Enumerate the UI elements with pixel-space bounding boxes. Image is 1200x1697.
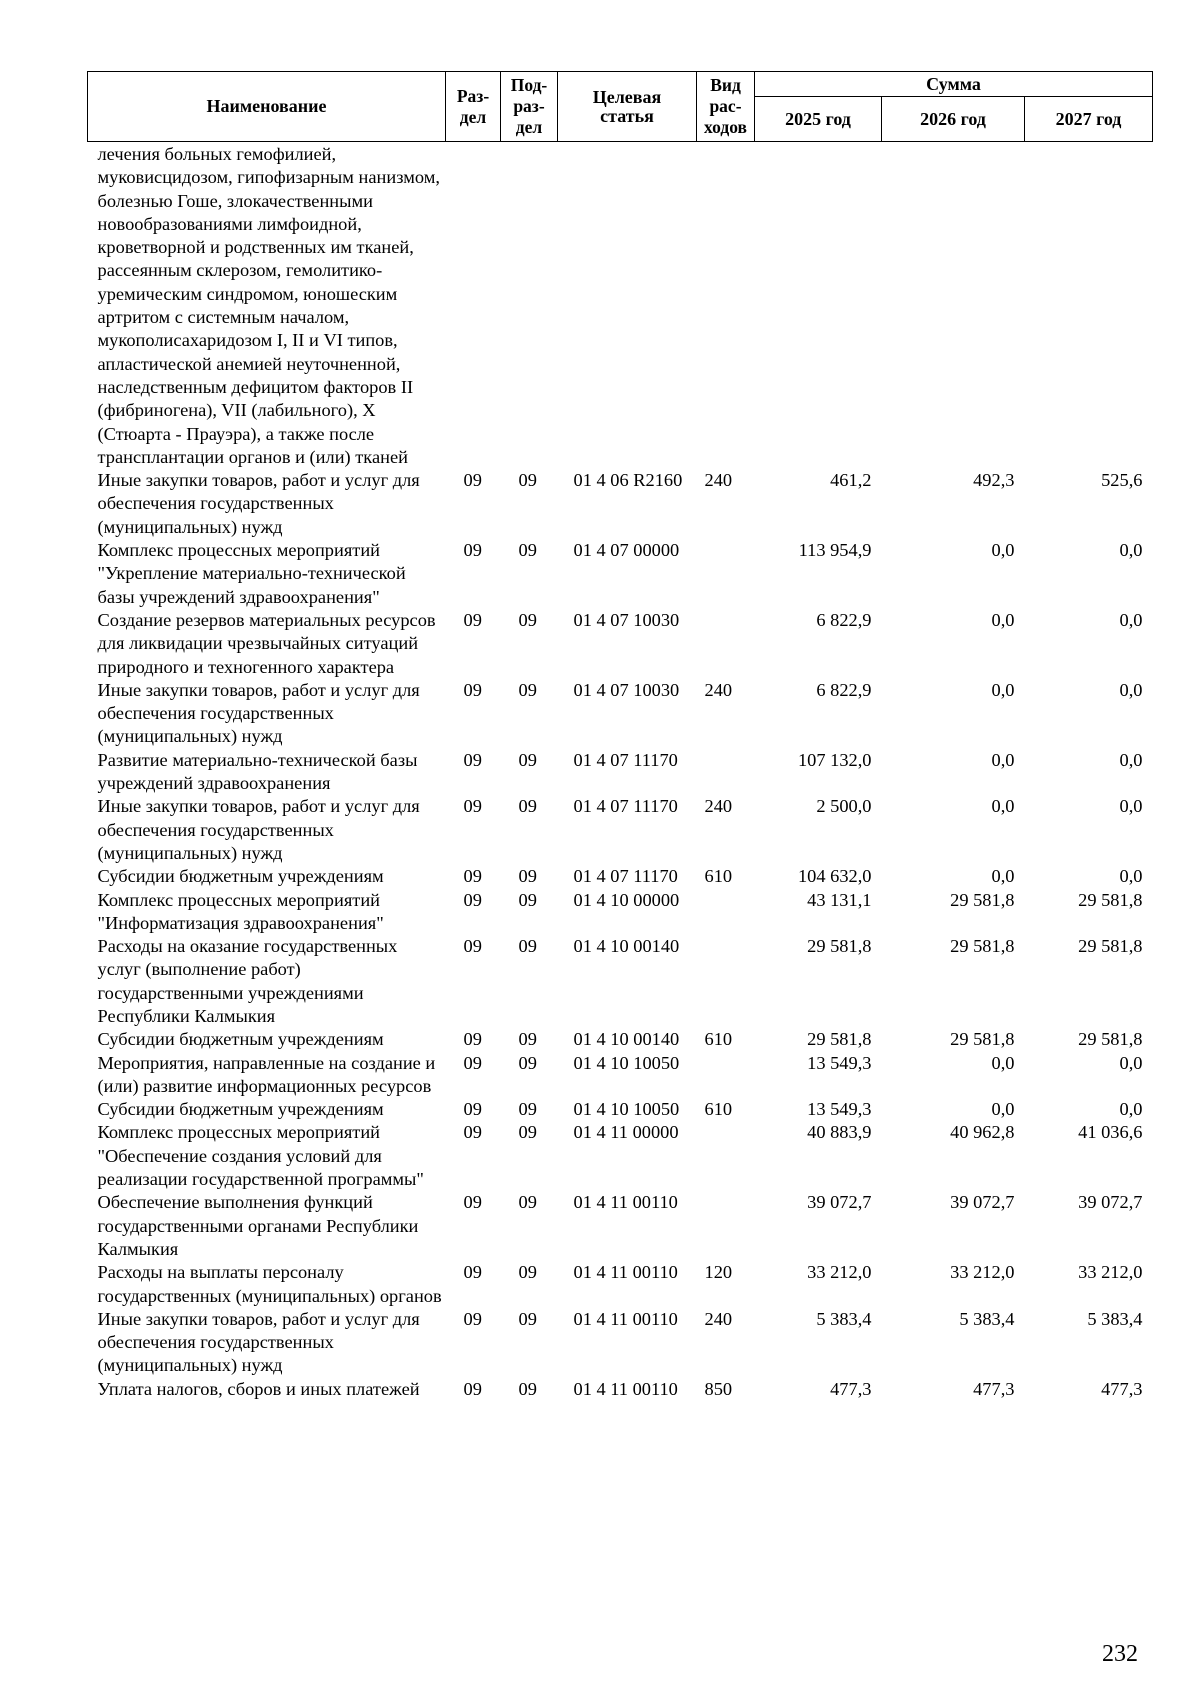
cell-podrazdel: 09 [518,540,537,561]
budget-table [87,71,1153,1401]
cell-vid [697,935,755,1028]
cell-2025: 40 883,9 [807,1122,872,1143]
cell-celevaya: 01 4 10 00000 [573,889,680,910]
cell-name: Иные закупки товаров, работ и услуг для обеспечения государственных (муниципальных) нужд [97,679,420,747]
header-razdel: Раз- дел [446,72,501,142]
cell-2025: 39 072,7 [807,1192,872,1213]
header-name: Наименование [88,72,446,142]
table-row [88,679,1153,749]
cell-2027: 33 212,0 [1078,1262,1143,1283]
cell-name: Уплата налогов, сборов и иных платежей [97,1378,420,1399]
cell-name: Комплекс процессных мероприятий "Укрепление материально-технической базы учреждений здравоохранения" [97,540,406,607]
cell-razdel: 09 [463,1262,482,1283]
cell-vid [697,889,755,936]
cell-2026: 0,0 [991,866,1015,887]
cell-2027: 0,0 [1119,749,1143,770]
cell-razdel: 09 [463,1052,482,1073]
page-number: 232 [1102,1641,1138,1667]
cell-celevaya [558,142,697,470]
cell-celevaya: 01 4 11 00110 [573,1192,678,1213]
cell-2025: 43 131,1 [807,889,872,910]
cell-2027: 0,0 [1119,540,1143,561]
cell-razdel: 09 [463,1378,482,1399]
cell-podrazdel: 09 [518,1122,537,1143]
cell-celevaya: 01 4 10 10050 [573,1099,680,1120]
table-row [88,1378,1153,1401]
cell-name: Развитие материально-технической базы учреждений здравоохранения [97,749,418,794]
cell-2027: 29 581,8 [1078,889,1143,910]
cell-2026: 0,0 [991,1099,1015,1120]
cell-2027: 477,3 [1101,1378,1143,1399]
cell-name: Обеспечение выполнения функций государственными органами Республики Калмыкия [97,1192,419,1259]
cell-razdel: 09 [463,866,482,887]
cell-name: Комплекс процессных мероприятий "Обеспечение создания условий для реализации государственной программы" [97,1122,424,1190]
cell-name: Иные закупки товаров, работ и услуг для обеспечения государственных (муниципальных) нужд [97,796,420,863]
cell-razdel: 09 [463,679,482,700]
table-row [88,1121,1153,1191]
cell-2025: 29 581,8 [807,1029,872,1050]
cell-2026: 0,0 [991,540,1015,561]
cell-name: Субсидии бюджетным учреждениям [97,1029,384,1050]
cell-2026: 29 581,8 [950,889,1015,910]
cell-vid: 120 [704,1262,733,1283]
cell-2025: 6 822,9 [816,679,872,700]
cell-2026: 0,0 [991,796,1015,817]
cell-2025: 113 954,9 [798,540,872,561]
table-row [88,889,1153,936]
cell-2026: 477,3 [973,1378,1015,1399]
cell-2027: 0,0 [1119,796,1143,817]
cell-2027 [1025,142,1153,470]
header-vid: Вид рас- ходов [697,72,755,142]
table-row [88,1028,1153,1051]
cell-name: Расходы на выплаты персоналу государственных (муниципальных) органов [97,1262,442,1306]
table-row [88,865,1153,888]
cell-name: Субсидии бюджетным учреждениям [97,866,384,887]
table-body [88,142,1153,1402]
cell-2025: 5 383,4 [816,1308,872,1329]
cell-2026: 0,0 [991,679,1015,700]
cell-2027: 41 036,6 [1078,1122,1143,1143]
cell-2027: 39 072,7 [1078,1192,1143,1213]
cell-podrazdel: 09 [518,1029,537,1050]
cell-podrazdel: 09 [518,470,537,491]
cell-2027: 29 581,8 [1078,936,1143,957]
cell-2027: 0,0 [1119,609,1143,630]
cell-podrazdel: 09 [518,936,537,957]
cell-vid: 610 [704,866,733,887]
cell-2026: 0,0 [991,1052,1015,1073]
cell-razdel: 09 [463,749,482,770]
header-year-2027: 2027 год [1025,97,1153,142]
cell-2026: 0,0 [991,609,1015,630]
cell-2026: 33 212,0 [950,1262,1015,1283]
cell-2026: 492,3 [973,470,1015,491]
header-summa: Сумма [755,72,1153,97]
table-row [88,1052,1153,1099]
cell-2025: 104 632,0 [797,866,872,887]
cell-celevaya: 01 4 07 00000 [573,540,680,561]
table-row [88,539,1153,609]
cell-2026: 39 072,7 [950,1192,1015,1213]
cell-razdel: 09 [463,1099,482,1120]
cell-vid [697,142,755,470]
cell-podrazdel: 09 [518,1192,537,1213]
cell-name: Создание резервов материальных ресурсов для ликвидации чрезвычайных ситуаций природного и техногенного характера [97,609,436,677]
cell-celevaya: 01 4 07 10030 [573,679,680,700]
cell-2026: 0,0 [991,749,1015,770]
cell-2025: 33 212,0 [807,1262,872,1283]
cell-vid: 610 [704,1099,733,1120]
cell-vid [697,539,755,609]
cell-vid [697,609,755,679]
cell-vid [697,1121,755,1191]
cell-razdel: 09 [463,936,482,957]
header-year-2026: 2026 год [882,97,1025,142]
table-row [88,749,1153,796]
cell-celevaya: 01 4 10 10050 [573,1052,680,1073]
cell-celevaya: 01 4 07 11170 [573,866,678,887]
cell-vid: 240 [704,796,733,817]
cell-celevaya: 01 4 11 00110 [573,1262,678,1283]
cell-vid: 240 [704,679,733,700]
cell-2027: 0,0 [1119,1099,1143,1120]
cell-podrazdel: 09 [518,1262,537,1283]
cell-2025: 2 500,0 [816,796,872,817]
cell-celevaya: 01 4 07 10030 [573,609,680,630]
cell-razdel: 09 [463,1029,482,1050]
cell-razdel: 09 [463,796,482,817]
cell-2025: 6 822,9 [816,609,872,630]
cell-podrazdel: 09 [518,609,537,630]
cell-razdel: 09 [463,609,482,630]
cell-celevaya: 01 4 07 11170 [573,796,678,817]
cell-vid: 240 [704,1308,733,1329]
cell-celevaya: 01 4 11 00110 [573,1378,678,1399]
cell-razdel: 09 [463,540,482,561]
cell-2026: 29 581,8 [950,1029,1015,1050]
cell-celevaya: 01 4 10 00140 [573,1029,680,1050]
cell-vid: 850 [704,1378,733,1399]
cell-vid [697,749,755,796]
table-row [88,935,1153,1028]
cell-celevaya: 01 4 11 00000 [573,1122,679,1143]
cell-razdel: 09 [463,470,482,491]
cell-razdel: 09 [463,889,482,910]
cell-2027: 5 383,4 [1087,1308,1143,1329]
cell-2027: 0,0 [1119,1052,1143,1073]
cell-razdel: 09 [463,1122,482,1143]
cell-2025 [755,142,882,470]
cell-2025: 13 549,3 [807,1052,872,1073]
cell-name: Иные закупки товаров, работ и услуг для обеспечения государственных (муниципальных) нужд [97,470,420,537]
table-row [88,795,1153,865]
cell-2026: 5 383,4 [959,1308,1015,1329]
cell-podrazdel: 09 [518,796,537,817]
cell-2025: 461,2 [830,470,872,491]
cell-name: Субсидии бюджетным учреждениям [97,1099,384,1120]
table-row [88,1191,1153,1261]
cell-2026 [882,142,1025,470]
cell-2027: 0,0 [1119,866,1143,887]
cell-2026: 40 962,8 [950,1122,1015,1143]
cell-podrazdel: 09 [518,1308,537,1329]
cell-name: Мероприятия, направленные на создание и (или) развитие информационных ресурсов [97,1052,436,1096]
cell-vid: 240 [704,470,733,491]
cell-razdel: 09 [463,1192,482,1213]
cell-2027: 29 581,8 [1078,1029,1143,1050]
cell-2026: 29 581,8 [950,936,1015,957]
cell-name: Иные закупки товаров, работ и услуг для обеспечения государственных (муниципальных) нужд [97,1308,420,1376]
cell-2027: 525,6 [1101,470,1143,491]
cell-vid [697,1052,755,1099]
cell-name: Комплекс процессных мероприятий "Информатизация здравоохранения" [97,889,384,933]
cell-vid: 610 [704,1029,733,1050]
header-celevaya: Целевая статья [558,72,697,142]
table-row [88,609,1153,679]
cell-podrazdel: 09 [518,749,537,770]
cell-podrazdel: 09 [518,889,537,910]
cell-celevaya: 01 4 07 11170 [573,749,678,770]
table-row [88,1261,1153,1308]
cell-podrazdel: 09 [518,866,537,887]
cell-2025: 29 581,8 [807,936,872,957]
cell-podrazdel: 09 [518,1052,537,1073]
cell-2025: 107 132,0 [797,749,872,770]
table-header [88,72,1153,142]
header-year-2025: 2025 год [755,97,882,142]
cell-2027: 0,0 [1119,679,1143,700]
cell-podrazdel: 09 [518,679,537,700]
table-row [88,1098,1153,1121]
cell-celevaya: 01 4 10 00140 [573,936,680,957]
cell-celevaya: 01 4 06 R2160 [573,470,683,491]
cell-name: Расходы на оказание государственных услуг (выполнение работ) государственными учреждениями Республики Калмыкия [97,936,398,1026]
cell-2025: 477,3 [830,1378,872,1399]
table-row [88,469,1153,539]
cell-vid [697,1191,755,1261]
cell-podrazdel [501,142,558,470]
table-row [88,142,1153,470]
cell-celevaya: 01 4 11 00110 [573,1308,678,1329]
cell-razdel: 09 [463,1308,482,1329]
cell-razdel [446,142,501,470]
cell-2025: 13 549,3 [807,1099,872,1120]
cell-name: лечения больных гемофилией, муковисцидозом, гипофизарным нанизмом, болезнью Гоше, злокачественными новообразованиями лимфоидной, кроветворной и родственных им тканей, рассеянным склерозом, гемолитико-уремическим синдромом, юношеским артритом с системным началом, мукополисахаридозом I, II и VI типов, апластической анемией неуточненной, наследственным дефицитом факторов II (фибриногена), VII (лабильного), X (Стюарта - Прауэра), а также после трансплантации органов и (или) тканей [97,144,440,467]
cell-podrazdel: 09 [518,1099,537,1120]
header-podrazdel: Под- раз- дел [501,72,558,142]
cell-podrazdel: 09 [518,1378,537,1399]
table-row [88,1308,1153,1378]
